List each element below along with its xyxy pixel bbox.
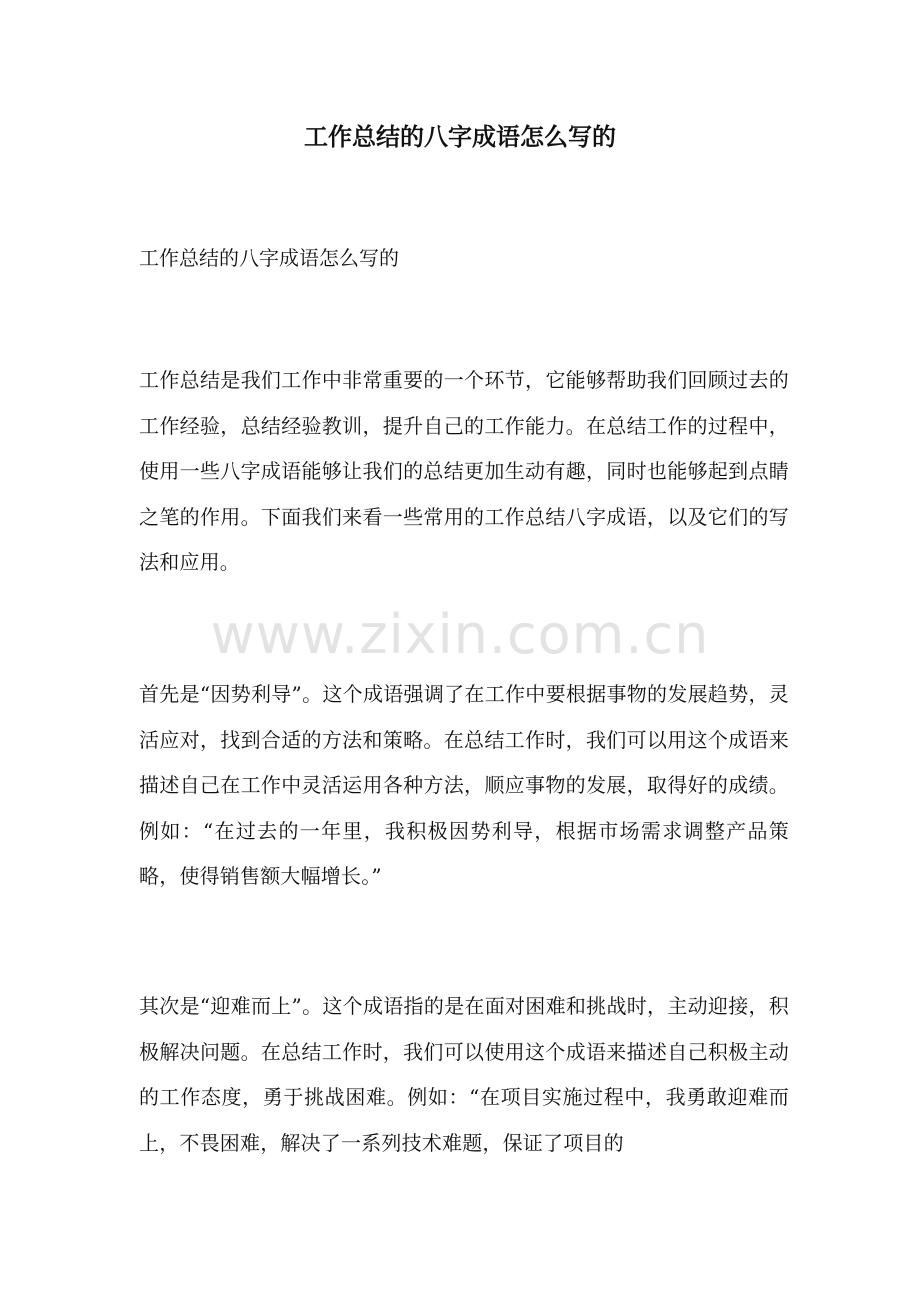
- paragraph-yingnanershang: 其次是“迎难而上”。这个成语指的是在面对困难和挑战时，主动迎接，积极解决问题。在总结工作时，我们可以使用这个成语来描述自己积极主动的工作态度，勇于挑战困难。例如：“在项目实施过程中，我勇敢迎难而上，不畏困难，解决了一系列技术难题，保证了项目的: [139, 994, 789, 1155]
- paragraph-intro: 工作总结是我们工作中非常重要的一个环节，它能够帮助我们回顾过去的工作经验，总结经验教训，提升自己的工作能力。在总结工作的过程中，使用一些八字成语能够让我们的总结更加生动有趣，同时也能够起到点睛之笔的作用。下面我们来看一些常用的工作总结八字成语，以及它们的写法和应用。: [139, 368, 789, 574]
- paragraph-yinshiliidao: 首先是“因势利导”。这个成语强调了在工作中要根据事物的发展趋势，灵活应对，找到合适的方法和策略。在总结工作时，我们可以用这个成语来描述自己在工作中灵活运用各种方法，顺应事物的发展，取得好的成绩。例如：“在过去的一年里，我积极因势利导，根据市场需求调整产品策略，使得销售额大幅增长。”: [139, 682, 789, 888]
- document-subtitle: 工作总结的八字成语怎么写的: [139, 246, 399, 270]
- document-title: 工作总结的八字成语怎么写的: [304, 122, 616, 151]
- watermark: www.zixin.com.cn: [210, 603, 710, 666]
